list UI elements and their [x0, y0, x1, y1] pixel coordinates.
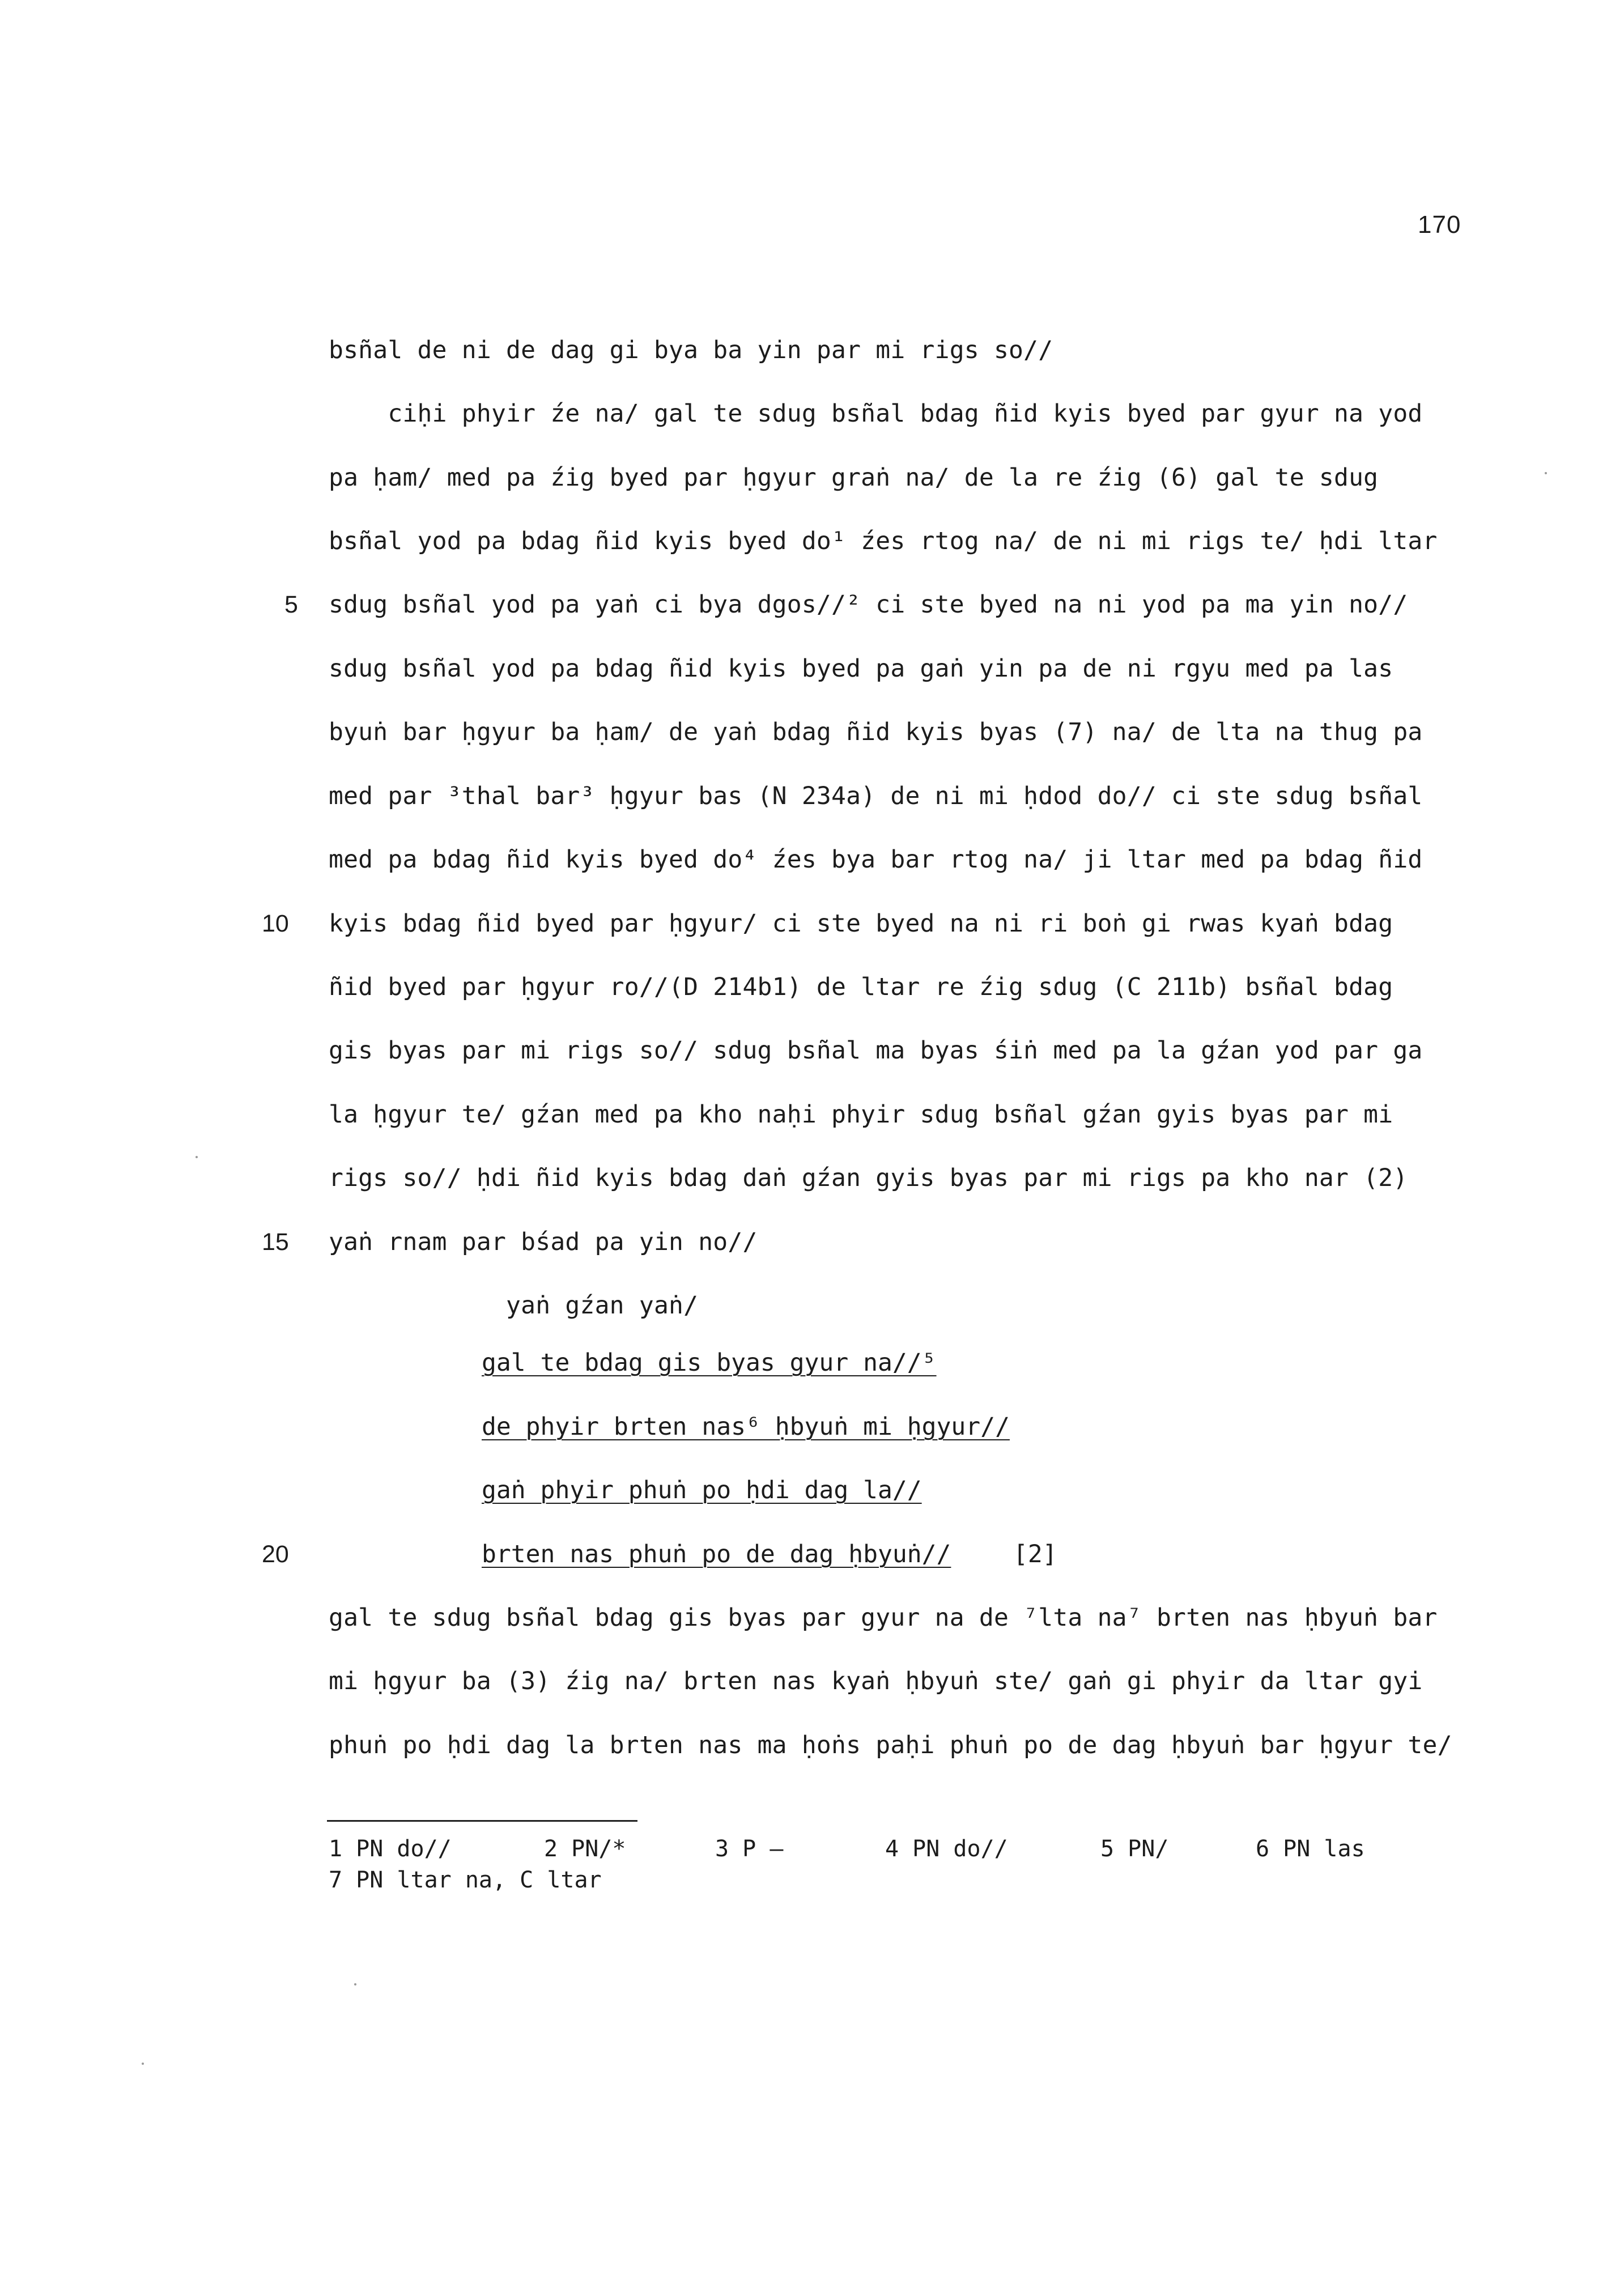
- footnote-2: 2 PN/*: [544, 1836, 626, 1862]
- text-line-12: gis byas par mi rigs so// sdug bsñal ma byas śiṅ med pa la gźan yod par ga: [329, 1036, 1423, 1065]
- verse-reference: [2]: [1013, 1540, 1057, 1568]
- footnote-6: 6 PN las: [1256, 1836, 1365, 1862]
- text-line-11: ñid byed par ḥgyur ro//(D 214b1) de ltar re źig sdug (C 211b) bsñal bdag: [329, 973, 1393, 1001]
- footnote-1: 1 PN do//: [329, 1836, 452, 1862]
- line-number-10: 10: [262, 910, 289, 937]
- text-line-13: la ḥgyur te/ gźan med pa kho naḥi phyir sdug bsñal gźan gyis byas par mi: [329, 1100, 1393, 1129]
- line-number-5: 5: [284, 591, 298, 618]
- page-number: 170: [1418, 211, 1461, 239]
- text-line-4: bsñal yod pa bdag ñid kyis byed do¹ źes rtog na/ de ni mi rigs te/ ḥdi ltar: [329, 527, 1438, 555]
- line-number-20: 20: [262, 1541, 289, 1568]
- scan-speck: [142, 2063, 144, 2065]
- verse-line-2: de phyir brten nas⁶ ḥbyuṅ mi ḥgyur//: [482, 1413, 1010, 1441]
- footnote-5: 5 PN/: [1100, 1836, 1169, 1862]
- footnote-3: 3 P —: [715, 1836, 784, 1862]
- scan-speck: [1545, 472, 1547, 474]
- closing-line-3: phuṅ po ḥdi dag la brten nas ma ḥoṅs paḥi phuṅ po de dag ḥbyuṅ bar ḥgyur te/: [329, 1731, 1452, 1759]
- text-line-3: pa ḥam/ med pa źig byed par ḥgyur graṅ na/ de la re źig (6) gal te sdug: [329, 464, 1379, 492]
- footnote-7: 7 PN ltar na, C ltar: [329, 1867, 602, 1893]
- footnote-4: 4 PN do//: [885, 1836, 1008, 1862]
- scan-speck: [354, 1983, 356, 1985]
- text-line-8: med par ³thal bar³ ḥgyur bas (N 234a) de ni mi ḥdod do// ci ste sdug bsñal: [329, 782, 1423, 810]
- closing-line-2: mi ḥgyur ba (3) źig na/ brten nas kyaṅ ḥbyuṅ ste/ gaṅ gi phyir da ltar gyi: [329, 1667, 1423, 1695]
- scan-speck: [195, 1156, 198, 1158]
- verse-line-4: brten nas phuṅ po de dag ḥbyuṅ//: [482, 1540, 951, 1568]
- text-line-2: ciḥi phyir źe na/ gal te sdug bsñal bdag ñid kyis byed par gyur na yod: [329, 399, 1423, 428]
- footnote-rule: [327, 1820, 637, 1822]
- closing-line-1: gal te sdug bsñal bdag gis byas par gyur na de ⁷lta na⁷ brten nas ḥbyuṅ bar: [329, 1604, 1438, 1632]
- verse-line-1: gal te bdag gis byas gyur na//⁵: [482, 1349, 937, 1377]
- text-line-7: byuṅ bar ḥgyur ba ḥam/ de yaṅ bdag ñid kyis byas (7) na/ de lta na thug pa: [329, 718, 1423, 746]
- text-line-6: sdug bsñal yod pa bdag ñid kyis byed pa gaṅ yin pa de ni rgyu med pa las: [329, 654, 1393, 683]
- line-number-15: 15: [262, 1228, 289, 1256]
- verse-line-3: gaṅ phyir phuṅ po ḥdi dag la//: [482, 1476, 922, 1504]
- text-line-5: sdug bsñal yod pa yaṅ ci bya dgos//² ci ste byed na ni yod pa ma yin no//: [329, 590, 1408, 619]
- text-line-15: yaṅ rnam par bśad pa yin no//: [329, 1228, 758, 1256]
- text-line-10: kyis bdag ñid byed par ḥgyur/ ci ste byed na ni ri boṅ gi rwas kyaṅ bdag: [329, 909, 1393, 938]
- text-line-1: bsñal de ni de dag gi bya ba yin par mi rigs so//: [329, 336, 1053, 364]
- text-line-14: rigs so// ḥdi ñid kyis bdag daṅ gźan gyis byas par mi rigs pa kho nar (2): [329, 1164, 1408, 1192]
- text-line-9: med pa bdag ñid kyis byed do⁴ źes bya bar rtog na/ ji ltar med pa bdag ñid: [329, 845, 1423, 874]
- text-line-16: yaṅ gźan yaṅ/: [329, 1291, 699, 1320]
